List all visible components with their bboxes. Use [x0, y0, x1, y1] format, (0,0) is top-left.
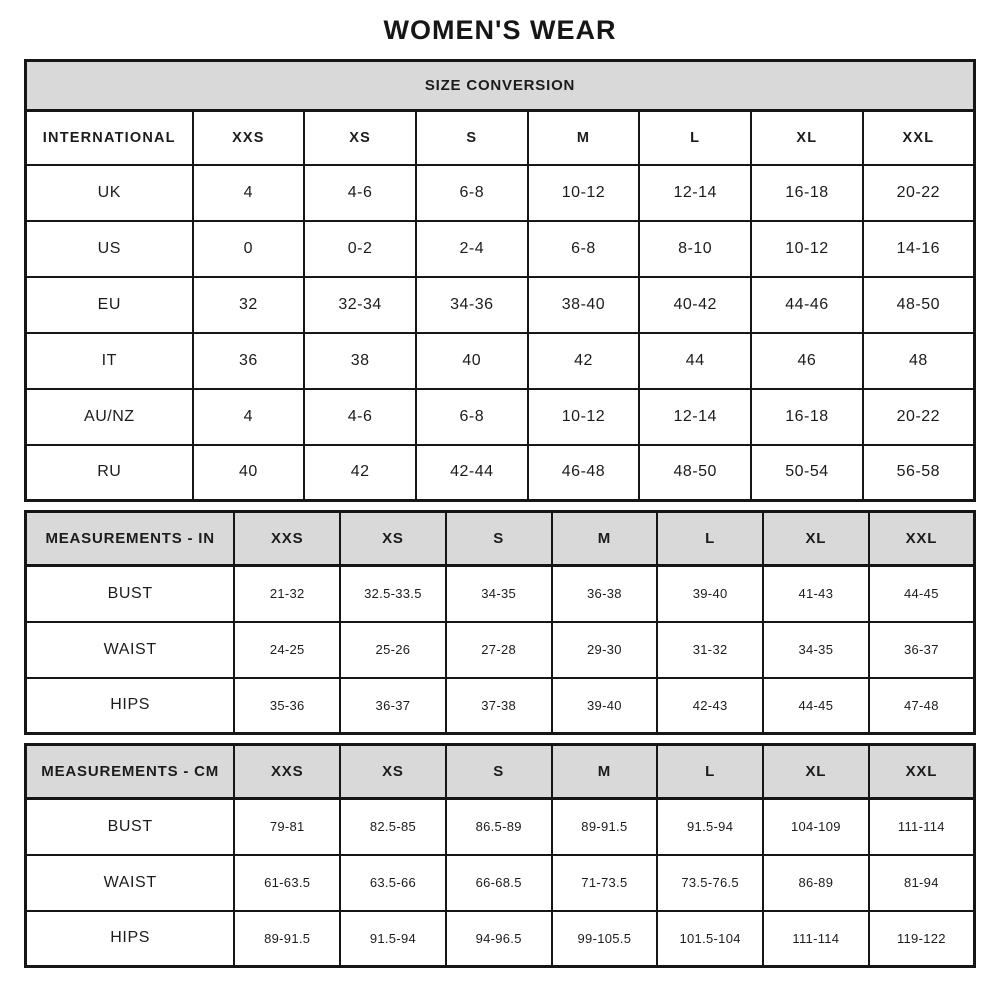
row-label-cell: US [26, 221, 193, 277]
value-cell: 42-43 [657, 678, 763, 734]
value-cell: 16-18 [751, 389, 863, 445]
table-row [26, 855, 975, 911]
value-cell: 38 [304, 333, 416, 389]
size-header-cell: XS [340, 512, 446, 566]
value-cell: 44 [639, 333, 751, 389]
table-row [26, 566, 975, 622]
value-cell: 4-6 [304, 165, 416, 221]
row-label-cell: WAIST [26, 622, 235, 678]
value-cell: 39-40 [657, 566, 763, 622]
header-label-cell: INTERNATIONAL [26, 111, 193, 165]
value-cell: 44-45 [869, 566, 975, 622]
value-cell: 20-22 [863, 165, 975, 221]
value-cell: 42 [528, 333, 640, 389]
value-cell: 86.5-89 [446, 799, 552, 855]
size-header-cell: L [657, 512, 763, 566]
table-row [26, 799, 975, 855]
table-title-cell: SIZE CONVERSION [26, 61, 975, 111]
value-cell: 36-38 [552, 566, 658, 622]
page-title: WOMEN'S WEAR [383, 15, 617, 45]
value-cell: 48-50 [863, 277, 975, 333]
table-row [26, 277, 975, 333]
value-cell: 27-28 [446, 622, 552, 678]
value-cell: 40-42 [639, 277, 751, 333]
measurements-in-table [24, 510, 976, 735]
table-row [26, 445, 975, 501]
value-cell: 44-46 [751, 277, 863, 333]
value-cell: 10-12 [751, 221, 863, 277]
value-cell: 63.5-66 [340, 855, 446, 911]
value-cell: 36 [193, 333, 305, 389]
value-cell: 34-36 [416, 277, 528, 333]
value-cell: 39-40 [552, 678, 658, 734]
row-label-cell: BUST [26, 566, 235, 622]
size-header-cell: XXL [869, 512, 975, 566]
value-cell: 42 [304, 445, 416, 501]
value-cell: 79-81 [234, 799, 340, 855]
value-cell: 12-14 [639, 165, 751, 221]
value-cell: 40 [416, 333, 528, 389]
size-header-cell: XXS [234, 745, 340, 799]
value-cell: 40 [193, 445, 305, 501]
value-cell: 6-8 [416, 389, 528, 445]
value-cell: 111-114 [763, 911, 869, 967]
table-row [26, 165, 975, 221]
value-cell: 44-45 [763, 678, 869, 734]
table-row [26, 911, 975, 967]
size-header-cell: XXS [234, 512, 340, 566]
value-cell: 89-91.5 [552, 799, 658, 855]
value-cell: 34-35 [763, 622, 869, 678]
value-cell: 56-58 [863, 445, 975, 501]
value-cell: 94-96.5 [446, 911, 552, 967]
value-cell: 10-12 [528, 165, 640, 221]
size-header-cell: L [639, 111, 751, 165]
value-cell: 99-105.5 [552, 911, 658, 967]
size-header-cell: S [446, 512, 552, 566]
size-header-cell: M [552, 512, 658, 566]
value-cell: 36-37 [340, 678, 446, 734]
value-cell: 81-94 [869, 855, 975, 911]
value-cell: 20-22 [863, 389, 975, 445]
table-row [26, 333, 975, 389]
row-label-cell: HIPS [26, 911, 235, 967]
row-label-cell: WAIST [26, 855, 235, 911]
value-cell: 12-14 [639, 389, 751, 445]
table-header-row [26, 512, 975, 566]
table-row [26, 221, 975, 277]
value-cell: 48-50 [639, 445, 751, 501]
value-cell: 2-4 [416, 221, 528, 277]
value-cell: 37-38 [446, 678, 552, 734]
value-cell: 46 [751, 333, 863, 389]
value-cell: 35-36 [234, 678, 340, 734]
value-cell: 47-48 [869, 678, 975, 734]
size-header-cell: XL [751, 111, 863, 165]
row-label-cell: EU [26, 277, 193, 333]
row-label-cell: AU/NZ [26, 389, 193, 445]
size-header-cell: XL [763, 745, 869, 799]
table-row [26, 622, 975, 678]
value-cell: 73.5-76.5 [657, 855, 763, 911]
table-banner-row [26, 61, 975, 111]
value-cell: 41-43 [763, 566, 869, 622]
value-cell: 66-68.5 [446, 855, 552, 911]
measurements-cm-table [24, 743, 976, 968]
size-header-cell: XXL [869, 745, 975, 799]
value-cell: 32-34 [304, 277, 416, 333]
value-cell: 21-32 [234, 566, 340, 622]
value-cell: 104-109 [763, 799, 869, 855]
value-cell: 46-48 [528, 445, 640, 501]
value-cell: 4 [193, 165, 305, 221]
value-cell: 0-2 [304, 221, 416, 277]
size-header-cell: M [528, 111, 640, 165]
value-cell: 25-26 [340, 622, 446, 678]
value-cell: 101.5-104 [657, 911, 763, 967]
value-cell: 38-40 [528, 277, 640, 333]
value-cell: 16-18 [751, 165, 863, 221]
value-cell: 8-10 [639, 221, 751, 277]
value-cell: 24-25 [234, 622, 340, 678]
value-cell: 0 [193, 221, 305, 277]
value-cell: 82.5-85 [340, 799, 446, 855]
value-cell: 48 [863, 333, 975, 389]
value-cell: 4-6 [304, 389, 416, 445]
value-cell: 91.5-94 [340, 911, 446, 967]
size-header-cell: L [657, 745, 763, 799]
value-cell: 119-122 [869, 911, 975, 967]
value-cell: 86-89 [763, 855, 869, 911]
table-header-row [26, 745, 975, 799]
value-cell: 36-37 [869, 622, 975, 678]
size-header-cell: S [446, 745, 552, 799]
value-cell: 10-12 [528, 389, 640, 445]
size-header-cell: S [416, 111, 528, 165]
size-header-cell: XS [304, 111, 416, 165]
value-cell: 71-73.5 [552, 855, 658, 911]
value-cell: 4 [193, 389, 305, 445]
size-header-cell: XXS [193, 111, 305, 165]
row-label-cell: HIPS [26, 678, 235, 734]
value-cell: 32 [193, 277, 305, 333]
table-row [26, 678, 975, 734]
value-cell: 61-63.5 [234, 855, 340, 911]
value-cell: 91.5-94 [657, 799, 763, 855]
value-cell: 50-54 [751, 445, 863, 501]
table-title-cell: MEASUREMENTS - CM [26, 745, 235, 799]
value-cell: 32.5-33.5 [340, 566, 446, 622]
value-cell: 14-16 [863, 221, 975, 277]
row-label-cell: RU [26, 445, 193, 501]
table-header-row [26, 111, 975, 165]
value-cell: 6-8 [528, 221, 640, 277]
size-header-cell: M [552, 745, 658, 799]
value-cell: 111-114 [869, 799, 975, 855]
value-cell: 29-30 [552, 622, 658, 678]
size-header-cell: XXL [863, 111, 975, 165]
row-label-cell: BUST [26, 799, 235, 855]
value-cell: 31-32 [657, 622, 763, 678]
value-cell: 42-44 [416, 445, 528, 501]
value-cell: 6-8 [416, 165, 528, 221]
size-conversion-table [24, 59, 976, 502]
value-cell: 34-35 [446, 566, 552, 622]
table-title-cell: MEASUREMENTS - IN [26, 512, 235, 566]
table-row [26, 389, 975, 445]
row-label-cell: UK [26, 165, 193, 221]
value-cell: 89-91.5 [234, 911, 340, 967]
size-header-cell: XS [340, 745, 446, 799]
size-header-cell: XL [763, 512, 869, 566]
row-label-cell: IT [26, 333, 193, 389]
